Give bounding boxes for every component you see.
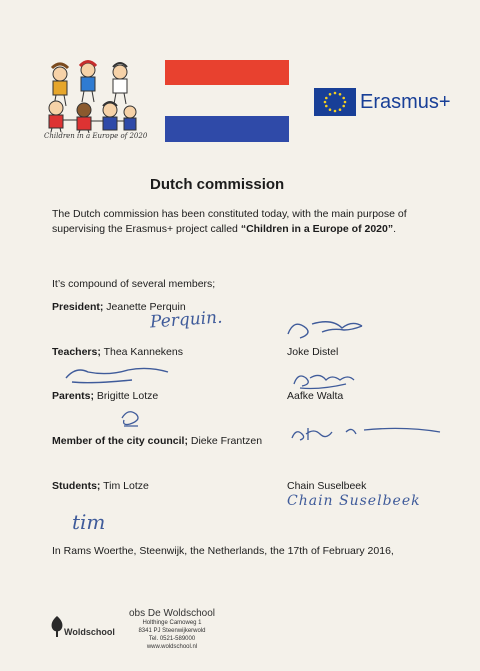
flag-blue-stripe <box>165 116 289 142</box>
parents-name-2: Aafke Walta <box>287 390 344 402</box>
parents-name: Brigitte Lotze <box>94 390 159 402</box>
council-role: Member of the city council; <box>52 435 188 447</box>
school-phone: Tel. 0521-589000 <box>148 636 196 642</box>
signature-lotze-scribble <box>116 406 146 430</box>
teachers-name: Thea Kannekens <box>100 346 183 358</box>
woldschool-logo-text: Woldschool <box>64 627 115 637</box>
teachers-line <box>52 346 183 358</box>
signature-kannekens-scribble <box>62 360 172 386</box>
school-website: www.woldschool.nl <box>146 644 198 650</box>
school-postal: 8341 PJ Steenwijkerwold <box>138 628 206 634</box>
dutch-flag <box>165 60 289 142</box>
document-title: Dutch commission <box>150 176 285 193</box>
closing-text: In Rams Woerthe, Steenwijk, the Netherlands, the 17th of February 2016, <box>52 545 394 557</box>
students-name: Tim Lotze <box>100 480 149 492</box>
school-name: obs De Woldschool <box>129 608 215 619</box>
intro-paragraph <box>52 207 432 237</box>
intro-project-name: “Children in a Europe of 2020” <box>240 223 394 235</box>
students-name-2: Chain Suselbeek <box>287 480 367 492</box>
council-line <box>52 435 262 447</box>
school-street: Holthinge Camoweg 1 <box>142 620 202 626</box>
parents-role: Parents; <box>52 390 95 402</box>
signature-frantzen-scribble <box>286 420 446 446</box>
students-role: Students; <box>52 480 101 492</box>
erasmus-label: Erasmus+ <box>360 91 451 113</box>
teachers-name-2: Joke Distel <box>287 346 339 358</box>
signature-perquin: Perquin. <box>149 307 224 333</box>
eu-flag-icon <box>314 88 356 116</box>
compound-text: It’s compound of several members; <box>52 278 216 290</box>
children-logo-caption: Children in a Europe of 2020 <box>44 132 148 140</box>
president-role: President; <box>52 301 104 313</box>
president-name: Jeanette Perquin <box>103 301 186 313</box>
intro-prefix: The Dutch commission has been constituted today, with the main purpose of supervising the Erasmus+ project called <box>52 208 407 235</box>
intro-suffix: . <box>393 223 397 235</box>
signature-walta-scribble <box>288 366 358 392</box>
signature-distel-scribble <box>282 314 372 344</box>
council-name: Dieke Frantzen <box>187 435 263 447</box>
signature-suselbeek: Chain Suselbeek <box>287 493 421 509</box>
flag-red-stripe <box>165 60 289 85</box>
school-address <box>122 608 222 651</box>
teachers-role: Teachers; <box>52 346 101 358</box>
signature-tim: tim <box>72 510 106 534</box>
students-line <box>52 480 149 492</box>
parents-line <box>52 390 158 402</box>
